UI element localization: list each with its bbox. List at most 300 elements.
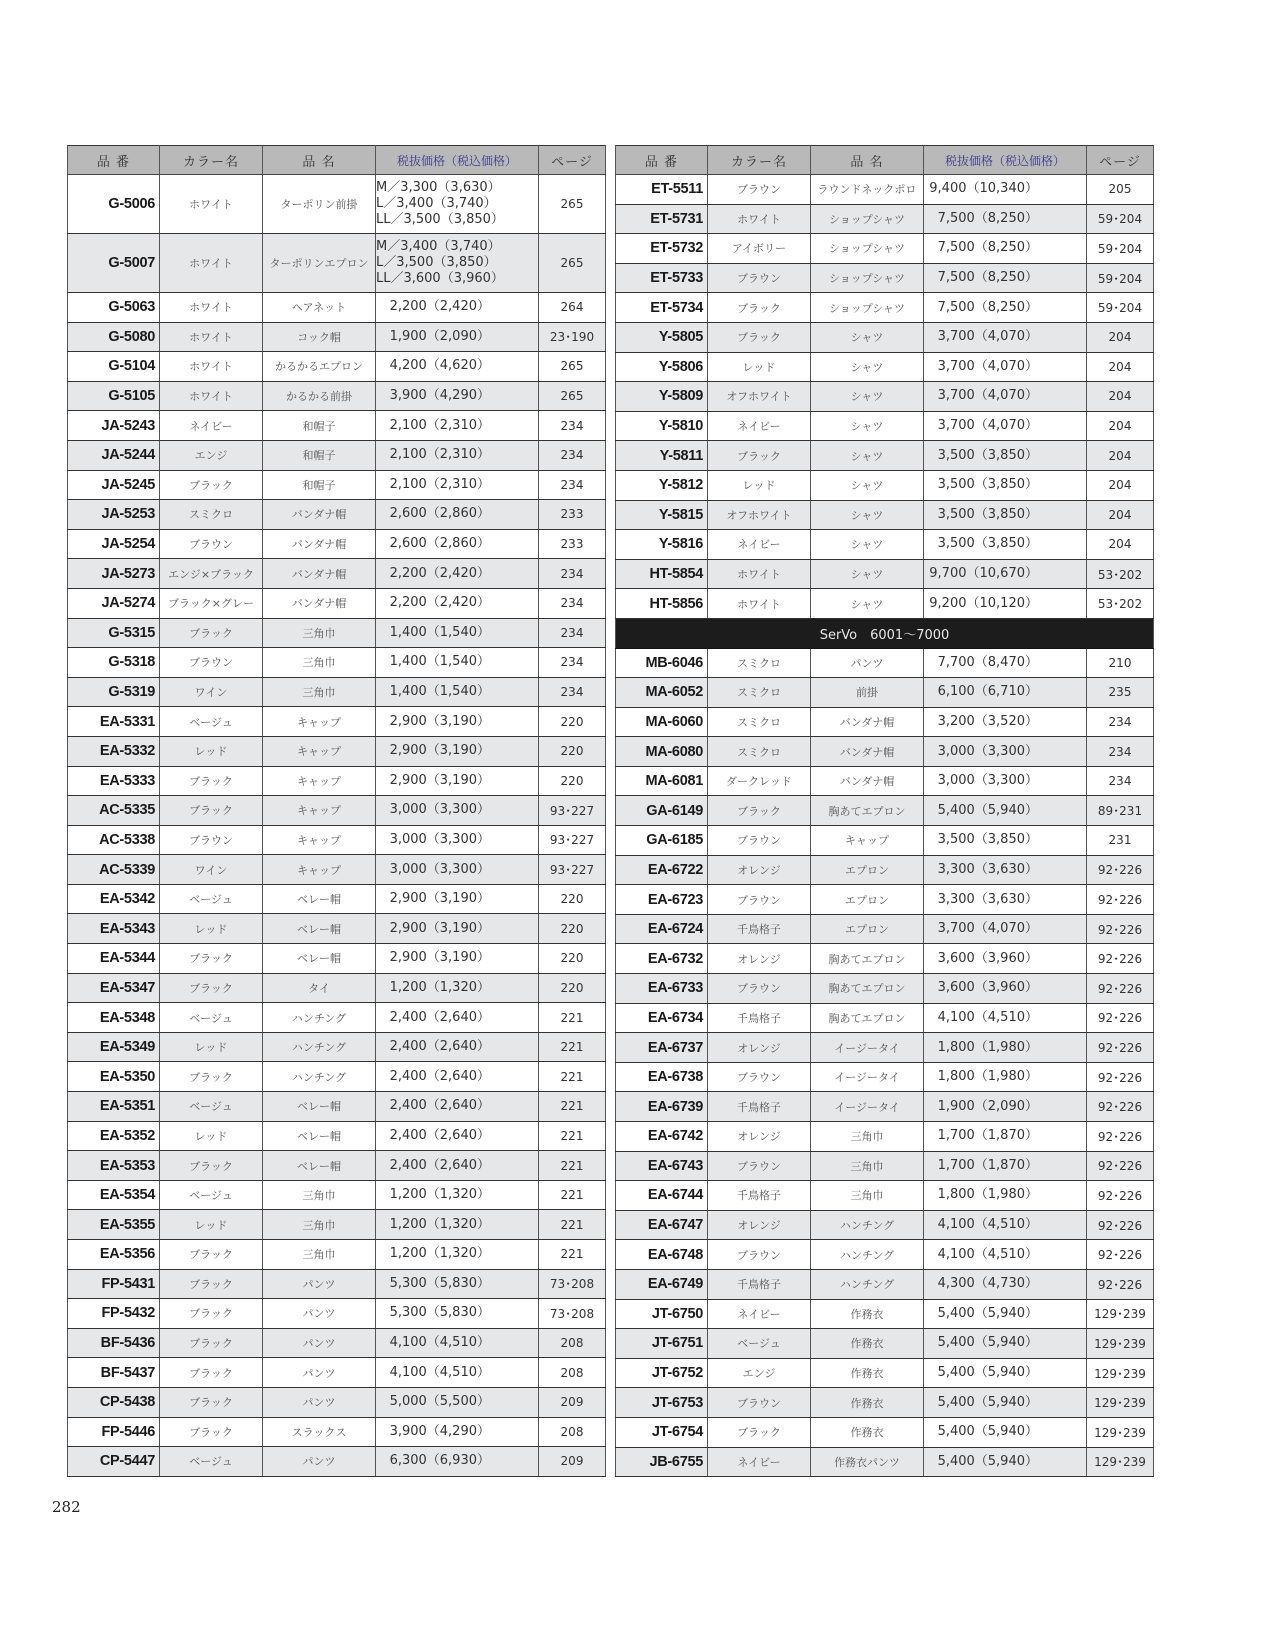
page-number: 282 <box>52 1498 81 1516</box>
product-code: GA-6149 <box>616 796 708 826</box>
color-name: ブラック <box>160 1062 263 1092</box>
price: 2,600（2,860） <box>376 500 539 530</box>
price: 1,700（1,870） <box>924 1151 1087 1181</box>
product-name: パンツ <box>263 1447 376 1477</box>
color-name: ベージュ <box>160 707 263 737</box>
catalog-page: 231 <box>1087 826 1154 856</box>
product-code: Y-5805 <box>616 322 708 352</box>
product-code: Y-5810 <box>616 411 708 441</box>
price: 3,600（3,960） <box>924 974 1087 1004</box>
price: 4,100（4,510） <box>376 1358 539 1388</box>
catalog-page: 221 <box>539 1003 606 1033</box>
product-code: G-5315 <box>68 618 160 648</box>
catalog-page: 92･226 <box>1087 885 1154 915</box>
price: 3,000（3,300） <box>376 855 539 885</box>
table-row <box>616 1033 1154 1063</box>
price: 1,900（2,090） <box>924 1092 1087 1122</box>
product-name: シャツ <box>811 470 924 500</box>
table-row <box>68 736 606 766</box>
price: 1,800（1,980） <box>924 1033 1087 1063</box>
product-code: JT-6752 <box>616 1358 708 1388</box>
color-name: ホワイト <box>708 589 811 619</box>
catalog-page: 234 <box>539 677 606 707</box>
table-row <box>616 530 1154 560</box>
product-name: パンツ <box>263 1387 376 1417</box>
price: 3,900（4,290） <box>376 1417 539 1447</box>
product-name: ベレー帽 <box>263 1092 376 1122</box>
catalog-page: 129･239 <box>1087 1299 1154 1329</box>
product-code: EA-5333 <box>68 766 160 796</box>
product-code: EA-6739 <box>616 1092 708 1122</box>
price: 4,100（4,510） <box>924 1210 1087 1240</box>
product-code: JT-6753 <box>616 1388 708 1418</box>
catalog-page: 221 <box>539 1092 606 1122</box>
product-name: スラックス <box>263 1417 376 1447</box>
table-row <box>616 707 1154 737</box>
product-code: ET-5731 <box>616 204 708 234</box>
table-row <box>616 382 1154 412</box>
price: 5,400（5,940） <box>924 796 1087 826</box>
color-name: ブラウン <box>708 1240 811 1270</box>
product-code: EA-6737 <box>616 1033 708 1063</box>
table-row <box>616 766 1154 796</box>
product-name: パンツ <box>263 1358 376 1388</box>
color-name: レッド <box>160 1210 263 1240</box>
table-row <box>68 175 606 234</box>
catalog-page: 234 <box>539 411 606 441</box>
price: 2,900（3,190） <box>376 766 539 796</box>
product-code: Y-5816 <box>616 530 708 560</box>
color-name: オフホワイト <box>708 500 811 530</box>
product-code: Y-5815 <box>616 500 708 530</box>
catalog-page: 92･226 <box>1087 914 1154 944</box>
catalog-page: 221 <box>539 1180 606 1210</box>
price: 5,300（5,830） <box>376 1269 539 1299</box>
product-code: Y-5812 <box>616 470 708 500</box>
product-code: EA-5353 <box>68 1151 160 1181</box>
product-name: 胸あてエプロン <box>811 974 924 1004</box>
color-name: ネイビー <box>708 530 811 560</box>
color-name: ホワイト <box>160 175 263 234</box>
table-row <box>68 1269 606 1299</box>
table-row <box>68 825 606 855</box>
price: 4,100（4,510） <box>376 1328 539 1358</box>
catalog-page: 220 <box>539 736 606 766</box>
price: 4,300（4,730） <box>924 1269 1087 1299</box>
table-row <box>616 1299 1154 1329</box>
catalog-page: 93･227 <box>539 825 606 855</box>
catalog-page: 92･226 <box>1087 1122 1154 1152</box>
price: 3,900（4,290） <box>376 381 539 411</box>
color-name: ブラウン <box>708 1062 811 1092</box>
table-row <box>68 322 606 352</box>
product-code: EA-6749 <box>616 1269 708 1299</box>
color-name: 千鳥格子 <box>708 914 811 944</box>
price: 2,400（2,640） <box>376 1003 539 1033</box>
product-code: EA-6744 <box>616 1181 708 1211</box>
table-row <box>68 411 606 441</box>
product-name: 和帽子 <box>263 411 376 441</box>
catalog-page: 53･202 <box>1087 559 1154 589</box>
catalog-page: 209 <box>539 1387 606 1417</box>
catalog-page: 92･226 <box>1087 1062 1154 1092</box>
color-name: ブラック <box>160 1328 263 1358</box>
product-name: ターポリンエプロン <box>263 234 376 293</box>
header-code: 品 番 <box>616 146 708 175</box>
product-code: MA-6052 <box>616 678 708 708</box>
price: 3,000（3,300） <box>376 825 539 855</box>
price: 3,500（3,850） <box>924 441 1087 471</box>
product-code: EA-5331 <box>68 707 160 737</box>
product-code: G-5319 <box>68 677 160 707</box>
color-name: レッド <box>708 352 811 382</box>
catalog-page: 93･227 <box>539 796 606 826</box>
price: 2,100（2,310） <box>376 470 539 500</box>
product-code: EA-6732 <box>616 944 708 974</box>
product-code: Y-5811 <box>616 441 708 471</box>
catalog-page: 234 <box>1087 737 1154 767</box>
product-name: かるかるエプロン <box>263 352 376 382</box>
color-name: レッド <box>160 1121 263 1151</box>
product-name: 三角巾 <box>811 1181 924 1211</box>
catalog-page: 53･202 <box>1087 589 1154 619</box>
section-title: SerVo 6001～7000 <box>616 618 1154 648</box>
color-name: 千鳥格子 <box>708 1181 811 1211</box>
product-code: EA-6748 <box>616 1240 708 1270</box>
product-name: ベレー帽 <box>263 884 376 914</box>
product-name: ショップシャツ <box>811 204 924 234</box>
product-code: JT-6751 <box>616 1329 708 1359</box>
price: 2,100（2,310） <box>376 411 539 441</box>
color-name: レッド <box>160 1032 263 1062</box>
product-code: EA-6723 <box>616 885 708 915</box>
product-code: ET-5733 <box>616 263 708 293</box>
product-code: BF-5437 <box>68 1358 160 1388</box>
table-row <box>68 1417 606 1447</box>
color-name: ブラック <box>160 796 263 826</box>
color-name: ホワイト <box>160 381 263 411</box>
table-row <box>616 322 1154 352</box>
table-row <box>68 1121 606 1151</box>
price <box>376 175 539 234</box>
color-name: ホワイト <box>708 559 811 589</box>
product-name: 作務衣 <box>811 1388 924 1418</box>
product-name: ハンチング <box>811 1240 924 1270</box>
catalog-page: 234 <box>539 470 606 500</box>
color-name: ベージュ <box>708 1329 811 1359</box>
product-code: G-5318 <box>68 648 160 678</box>
color-name: ブラウン <box>708 885 811 915</box>
catalog-page: 233 <box>539 529 606 559</box>
color-name: スミクロ <box>708 648 811 678</box>
product-name: シャツ <box>811 322 924 352</box>
product-name: 三角巾 <box>263 648 376 678</box>
product-name: バンダナ帽 <box>263 559 376 589</box>
color-name: スミクロ <box>708 707 811 737</box>
product-code: EA-5344 <box>68 944 160 974</box>
table-row <box>616 1003 1154 1033</box>
table-row <box>68 1062 606 1092</box>
header-color: カラー名 <box>160 146 263 175</box>
product-code: MA-6080 <box>616 737 708 767</box>
color-name: 千鳥格子 <box>708 1003 811 1033</box>
table-row <box>68 1210 606 1240</box>
product-name: パンツ <box>263 1328 376 1358</box>
product-name: 胸あてエプロン <box>811 1003 924 1033</box>
product-name: シャツ <box>811 559 924 589</box>
product-code: EA-5343 <box>68 914 160 944</box>
color-name: オレンジ <box>708 855 811 885</box>
price: 2,400（2,640） <box>376 1121 539 1151</box>
price: 2,400（2,640） <box>376 1151 539 1181</box>
catalog-page: 220 <box>539 944 606 974</box>
product-code: G-5105 <box>68 381 160 411</box>
color-name: ブラウン <box>708 1151 811 1181</box>
product-name: ハンチング <box>811 1210 924 1240</box>
product-table-left <box>67 145 606 1477</box>
product-name: ハンチング <box>263 1062 376 1092</box>
product-name: ターポリン前掛 <box>263 175 376 234</box>
product-name: キャップ <box>263 825 376 855</box>
color-name: エンジ <box>708 1358 811 1388</box>
catalog-page: 204 <box>1087 441 1154 471</box>
product-code: G-5104 <box>68 352 160 382</box>
price: 2,900（3,190） <box>376 884 539 914</box>
price: 2,200（2,420） <box>376 559 539 589</box>
table-header-row <box>616 146 1154 175</box>
color-name: ブラック <box>160 1387 263 1417</box>
color-name: レッド <box>708 470 811 500</box>
catalog-page: 220 <box>539 884 606 914</box>
product-name: シャツ <box>811 500 924 530</box>
product-name: ハンチング <box>263 1003 376 1033</box>
table-row <box>68 766 606 796</box>
color-name: ブラック <box>160 766 263 796</box>
price: 5,300（5,830） <box>376 1299 539 1329</box>
table-row <box>616 1447 1154 1477</box>
product-name: ベレー帽 <box>263 914 376 944</box>
color-name: ブラック <box>160 944 263 974</box>
product-code: JT-6754 <box>616 1417 708 1447</box>
product-code: EA-6733 <box>616 974 708 1004</box>
table-row <box>616 263 1154 293</box>
table-row <box>616 411 1154 441</box>
catalog-page: 265 <box>539 175 606 234</box>
table-row <box>68 1032 606 1062</box>
catalog-page: 234 <box>1087 766 1154 796</box>
product-name: バンダナ帽 <box>263 529 376 559</box>
table-row <box>616 974 1154 1004</box>
table-row <box>68 914 606 944</box>
product-code: G-5063 <box>68 293 160 323</box>
price: 4,100（4,510） <box>924 1003 1087 1033</box>
table-row <box>68 1358 606 1388</box>
product-code: EA-5342 <box>68 884 160 914</box>
price: 5,400（5,940） <box>924 1388 1087 1418</box>
price: 4,100（4,510） <box>924 1240 1087 1270</box>
table-row <box>616 500 1154 530</box>
table-row <box>616 1092 1154 1122</box>
product-code: Y-5809 <box>616 382 708 412</box>
product-name: キャップ <box>811 826 924 856</box>
catalog-page: 208 <box>539 1358 606 1388</box>
product-name: エプロン <box>811 914 924 944</box>
catalog-page: 265 <box>539 234 606 293</box>
product-name: キャップ <box>263 707 376 737</box>
product-code: FP-5431 <box>68 1269 160 1299</box>
color-name: ブラウン <box>708 1388 811 1418</box>
price: 2,900（3,190） <box>376 914 539 944</box>
product-name: 三角巾 <box>811 1151 924 1181</box>
catalog-page: 92･226 <box>1087 1033 1154 1063</box>
catalog-page: 234 <box>539 559 606 589</box>
color-name: ブラウン <box>708 175 811 205</box>
section-header-row <box>616 618 1154 648</box>
price <box>376 234 539 293</box>
color-name: ホワイト <box>160 293 263 323</box>
table-header-row <box>68 146 606 175</box>
product-name: 前掛 <box>811 678 924 708</box>
table-row <box>68 352 606 382</box>
table-row <box>68 855 606 885</box>
color-name: ブラック <box>160 1299 263 1329</box>
table-row <box>68 381 606 411</box>
price: 3,300（3,630） <box>924 885 1087 915</box>
product-name: 作務衣 <box>811 1299 924 1329</box>
table-row <box>68 500 606 530</box>
table-row <box>68 1387 606 1417</box>
price: 2,200（2,420） <box>376 588 539 618</box>
header-page: ページ <box>539 146 606 175</box>
product-name: キャップ <box>263 796 376 826</box>
product-name: シャツ <box>811 411 924 441</box>
product-name: バンダナ帽 <box>263 500 376 530</box>
product-code: MB-6046 <box>616 648 708 678</box>
price: 1,200（1,320） <box>376 973 539 1003</box>
table-row <box>616 826 1154 856</box>
price: 3,300（3,630） <box>924 855 1087 885</box>
price: 1,800（1,980） <box>924 1062 1087 1092</box>
product-name: パンツ <box>263 1269 376 1299</box>
product-name: キャップ <box>263 766 376 796</box>
table-row <box>616 885 1154 915</box>
price: 2,200（2,420） <box>376 293 539 323</box>
catalog-page: 220 <box>539 914 606 944</box>
price-line: L／3,400（3,740） <box>376 196 497 211</box>
header-price: 税抜価格（税込価格） <box>376 146 539 175</box>
product-name: バンダナ帽 <box>811 737 924 767</box>
price: 1,200（1,320） <box>376 1240 539 1270</box>
product-code: JA-5254 <box>68 529 160 559</box>
catalog-page: 129･239 <box>1087 1358 1154 1388</box>
price: 7,500（8,250） <box>924 263 1087 293</box>
price: 9,200（10,120） <box>924 589 1087 619</box>
catalog-page: 220 <box>539 766 606 796</box>
table-row <box>616 914 1154 944</box>
table-row <box>616 559 1154 589</box>
color-name: ブラック <box>160 1240 263 1270</box>
catalog-page: 221 <box>539 1121 606 1151</box>
table-row <box>68 648 606 678</box>
price: 5,400（5,940） <box>924 1447 1087 1477</box>
color-name: ブラウン <box>160 648 263 678</box>
table-row <box>68 618 606 648</box>
product-name: 作務衣パンツ <box>811 1447 924 1477</box>
color-name: ブラック <box>708 796 811 826</box>
price: 3,000（3,300） <box>924 766 1087 796</box>
table-row <box>68 884 606 914</box>
catalog-page: 234 <box>539 588 606 618</box>
color-name: ベージュ <box>160 1092 263 1122</box>
table-row <box>68 796 606 826</box>
product-name: ベレー帽 <box>263 1121 376 1151</box>
product-code: G-5007 <box>68 234 160 293</box>
table-row <box>616 1062 1154 1092</box>
catalog-page: 208 <box>539 1417 606 1447</box>
color-name: ブラック <box>708 441 811 471</box>
catalog-page: 204 <box>1087 322 1154 352</box>
product-name: キャップ <box>263 736 376 766</box>
product-code: EA-6722 <box>616 855 708 885</box>
catalog-page: 73･208 <box>539 1299 606 1329</box>
catalog-page: 204 <box>1087 470 1154 500</box>
product-code: AC-5335 <box>68 796 160 826</box>
product-name: 胸あてエプロン <box>811 796 924 826</box>
product-name: バンダナ帽 <box>263 588 376 618</box>
price: 3,500（3,850） <box>924 500 1087 530</box>
product-table-right <box>615 145 1154 1477</box>
price: 2,400（2,640） <box>376 1032 539 1062</box>
product-code: JA-5243 <box>68 411 160 441</box>
catalog-page: 59･204 <box>1087 293 1154 323</box>
product-name: イージータイ <box>811 1092 924 1122</box>
price: 1,400（1,540） <box>376 648 539 678</box>
table-row <box>616 352 1154 382</box>
catalog-page: 23･190 <box>539 322 606 352</box>
table-row <box>68 234 606 293</box>
product-code: MA-6060 <box>616 707 708 737</box>
table-row <box>616 470 1154 500</box>
catalog-page: 92･226 <box>1087 1240 1154 1270</box>
price: 1,900（2,090） <box>376 322 539 352</box>
product-code: EA-6734 <box>616 1003 708 1033</box>
catalog-page: 221 <box>539 1240 606 1270</box>
table-row <box>616 1388 1154 1418</box>
table-row <box>616 737 1154 767</box>
color-name: ブラウン <box>160 529 263 559</box>
product-code: EA-6743 <box>616 1151 708 1181</box>
catalog-page: 208 <box>539 1328 606 1358</box>
color-name: ブラウン <box>160 825 263 855</box>
product-name: ヘアネット <box>263 293 376 323</box>
catalog-page: 92･226 <box>1087 1269 1154 1299</box>
color-name: ネイビー <box>708 411 811 441</box>
price: 1,800（1,980） <box>924 1181 1087 1211</box>
color-name: ホワイト <box>708 204 811 234</box>
catalog-page: 204 <box>1087 352 1154 382</box>
catalog-page: 129･239 <box>1087 1388 1154 1418</box>
price: 2,100（2,310） <box>376 440 539 470</box>
table-row <box>68 1092 606 1122</box>
product-name: ショップシャツ <box>811 263 924 293</box>
table-row <box>616 1181 1154 1211</box>
color-name: スミクロ <box>160 500 263 530</box>
product-code: ET-5732 <box>616 234 708 264</box>
color-name: ベージュ <box>160 1003 263 1033</box>
table-row <box>68 677 606 707</box>
table-row <box>68 470 606 500</box>
catalog-page: 235 <box>1087 678 1154 708</box>
